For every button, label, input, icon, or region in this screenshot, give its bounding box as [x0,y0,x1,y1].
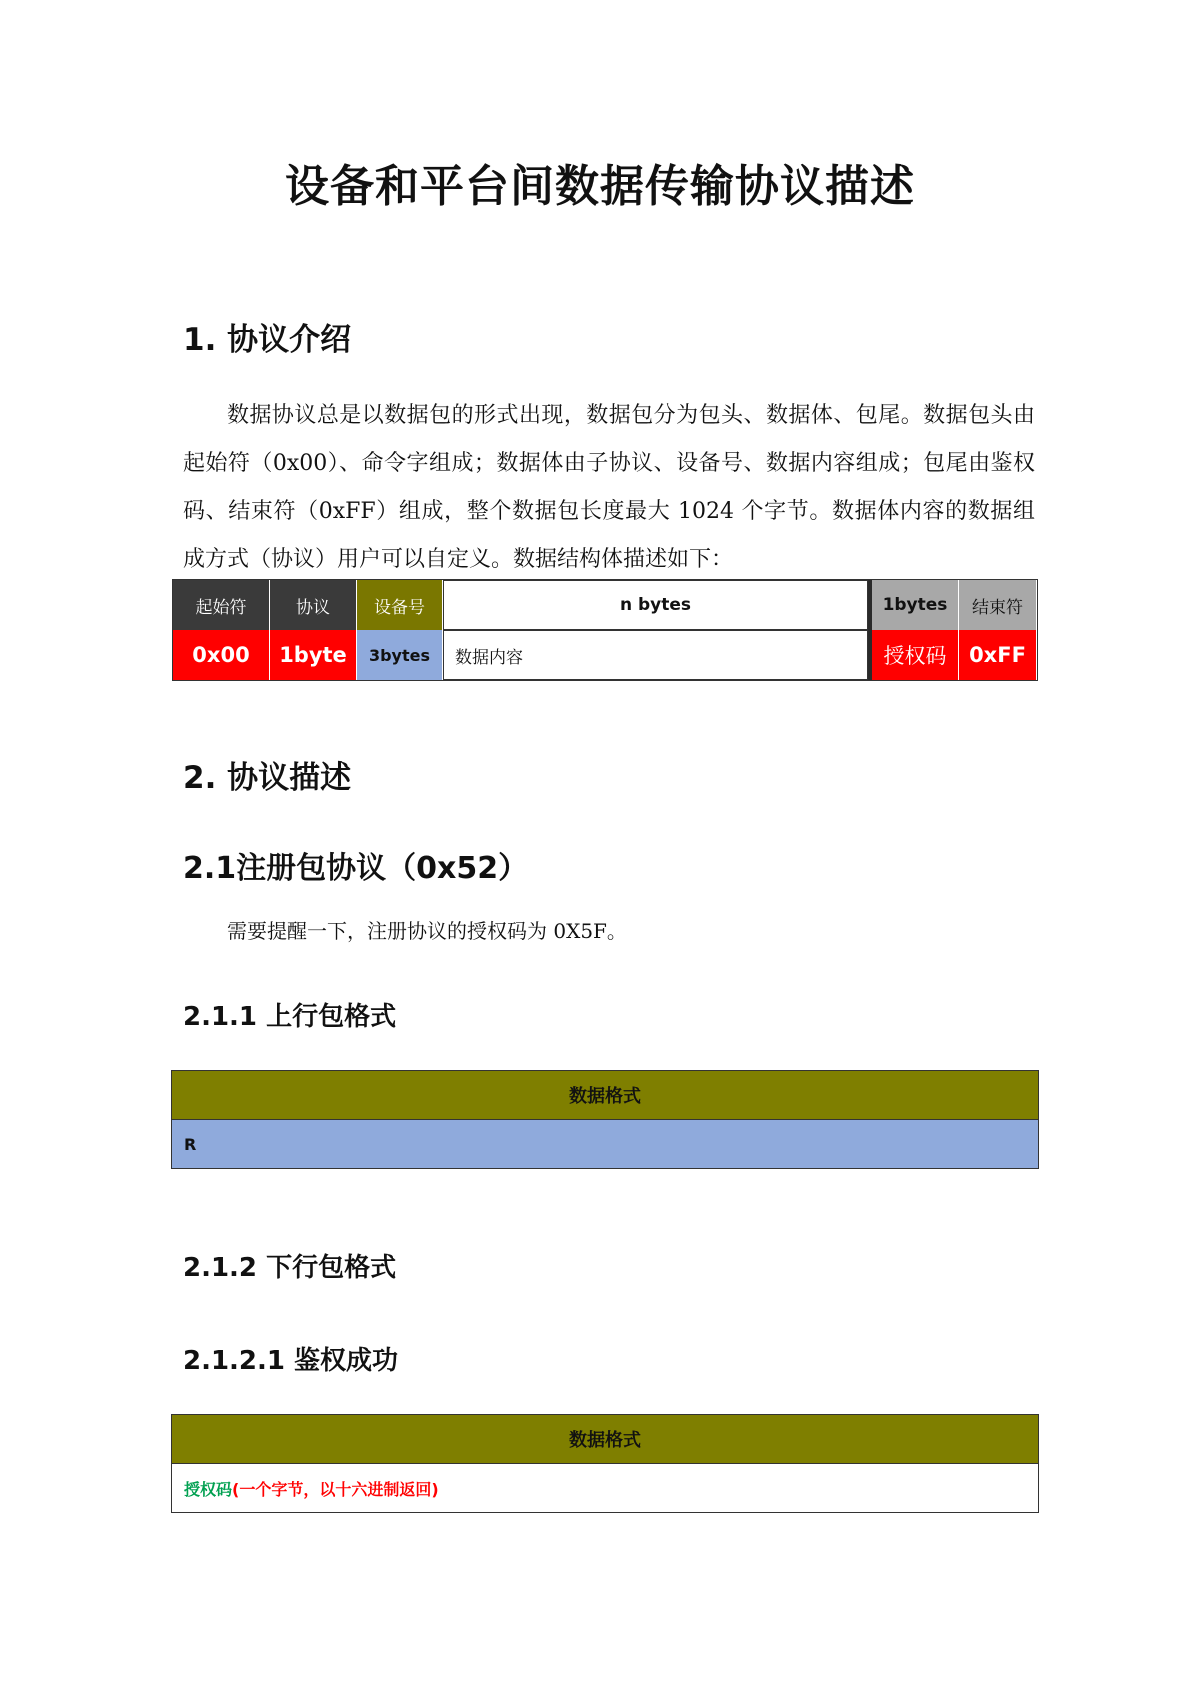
intro-paragraph: 数据协议总是以数据包的形式出现，数据包分为包头、数据体、包尾。数据包头由起始符（0x00）、命令字组成；数据体由子协议、设备号、数据内容组成；包尾由鉴权码、结束符（0xFF）组成，整个数据包长度最大 1024 个字节。数据体内容的数据组成方式（协议）用户可以自定义。数据结构体描述如下： [183,403,1035,572]
auth-format-table [171,1414,1039,1513]
column-divider [868,580,872,680]
uplink-table-row: R [172,1120,1038,1168]
value-start-char: 0x00 [173,630,270,680]
value-auth-code: 授权码 [872,630,959,680]
auth-code-label: 授权码 [184,1479,233,1499]
auth-code-description: (一个字节，以十六进制返回) [232,1479,439,1499]
auth-code-note: 需要提醒一下，注册协议的授权码为 0X5F。 [227,919,627,943]
auth-table-row [172,1464,1038,1512]
section-2-heading: 2. 协议描述 [183,760,352,796]
document-title: 设备和平台间数据传输协议描述 [285,161,915,212]
auth-success-heading: 2.1.2.1 鉴权成功 [183,1346,399,1376]
packet-structure-table [172,579,1038,681]
value-data-content: 数据内容 [443,630,868,680]
uplink-format-table [171,1070,1039,1169]
section-2-1-heading: 2.1注册包协议（0x52） [183,851,529,886]
value-end-char: 0xFF [959,630,1037,680]
header-device-id: 设备号 [357,580,443,630]
uplink-heading: 2.1.1 上行包格式 [183,1002,397,1032]
header-start-char: 起始符 [173,580,270,630]
downlink-heading: 2.1.2 下行包格式 [183,1253,397,1283]
value-protocol: 1byte [270,630,357,680]
auth-table-header: 数据格式 [172,1415,1038,1464]
value-device-id: 3bytes [357,630,443,680]
uplink-table-header: 数据格式 [172,1071,1038,1120]
header-n-bytes: n bytes [443,580,868,630]
section-1-heading: 1. 协议介绍 [183,322,352,358]
header-protocol: 协议 [270,580,357,630]
header-end-char: 结束符 [959,580,1037,630]
header-1bytes: 1bytes [872,580,959,630]
